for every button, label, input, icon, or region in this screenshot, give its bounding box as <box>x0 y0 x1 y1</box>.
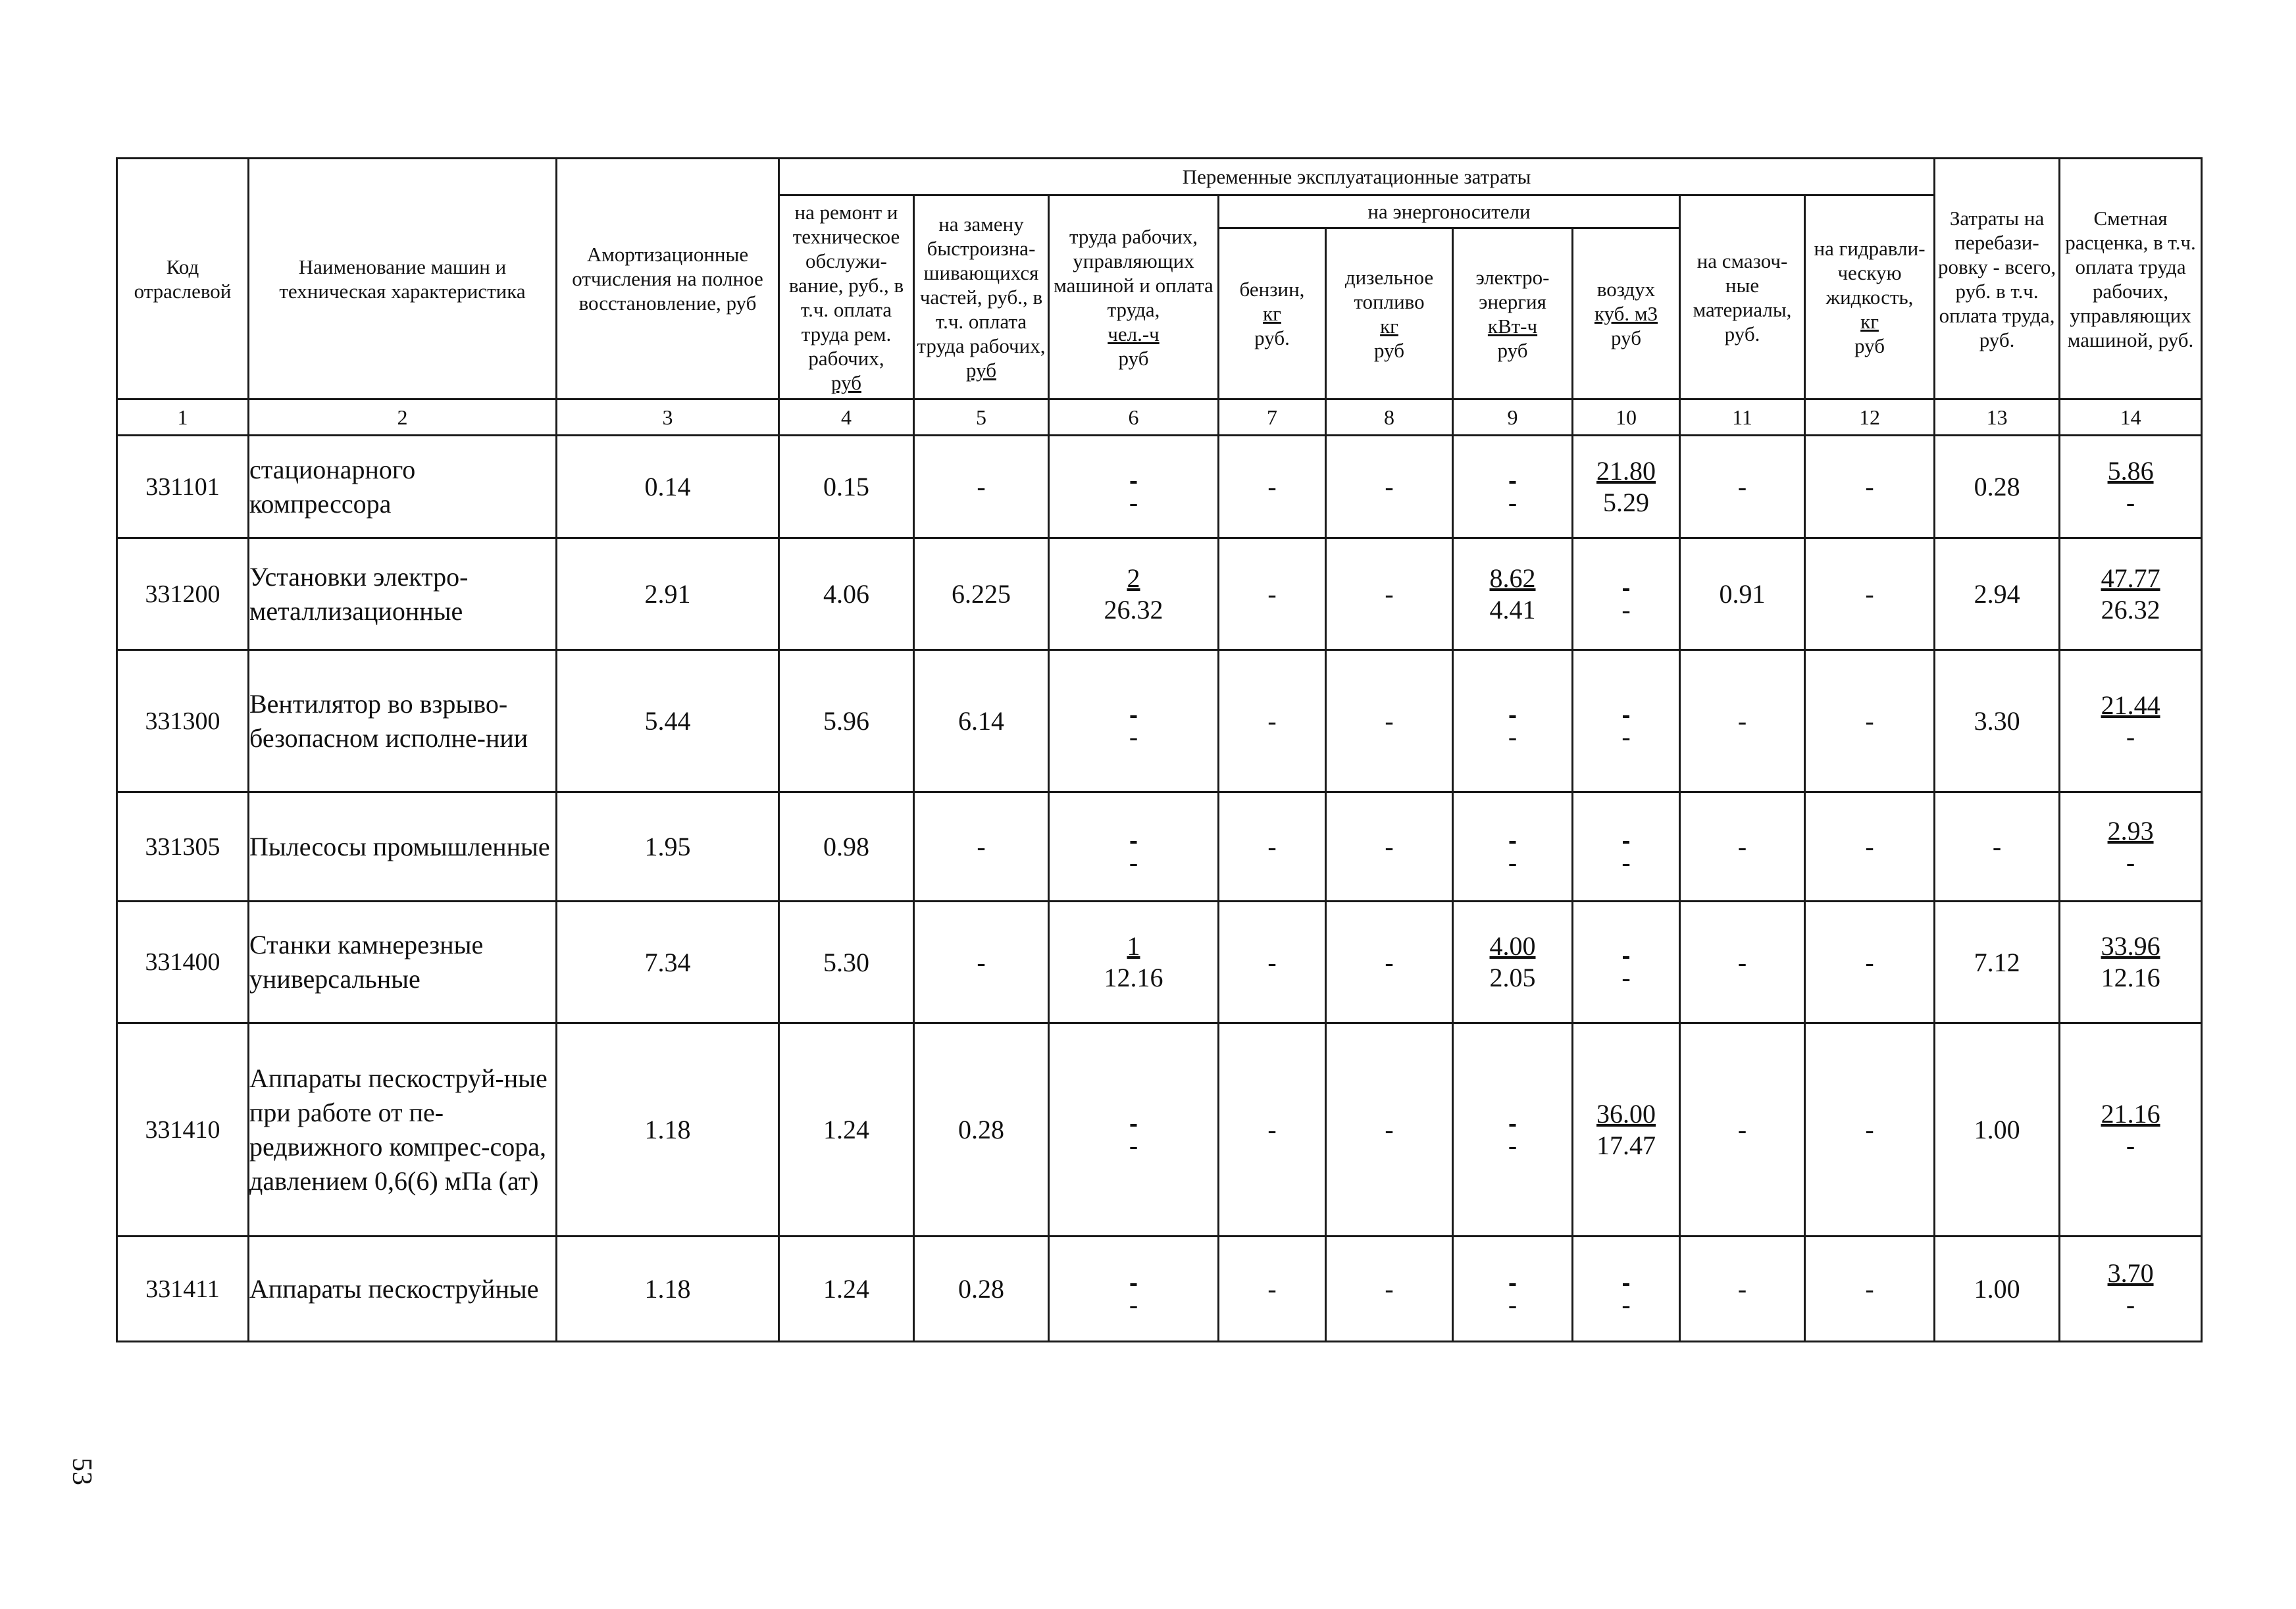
header-air-text: воздух <box>1596 278 1656 301</box>
cell-electric <box>1453 1237 1573 1342</box>
row-code: 331300 <box>117 650 249 792</box>
cell-air <box>1573 1023 1680 1237</box>
header-variable-costs: Переменные эксплуатационные затраты <box>779 159 1935 195</box>
row-name: Установки электро-металлизационные <box>249 538 557 650</box>
header-petrol-text: бензин, <box>1239 278 1305 301</box>
cell-lubricants: - <box>1680 650 1805 792</box>
cell-lubricants: - <box>1680 792 1805 902</box>
cell-amortization: 1.95 <box>557 792 779 902</box>
cell-electric-quantity: 8.62 <box>1489 563 1536 593</box>
cell-air-quantity <box>1623 563 1629 594</box>
row-code: 331101 <box>117 436 249 538</box>
cell-amortization: 7.34 <box>557 902 779 1023</box>
header-air-unit: руб <box>1611 326 1641 349</box>
cell-amortization: 1.18 <box>557 1237 779 1342</box>
cell-diesel: - <box>1326 650 1453 792</box>
cell-lubricants: 0.91 <box>1680 538 1805 650</box>
cell-labor-value: - <box>1129 847 1138 877</box>
cell-labor-quantity <box>1131 1258 1137 1289</box>
cell-air-value: 5.29 <box>1603 487 1649 517</box>
column-number: 14 <box>2060 399 2202 436</box>
cell-labor <box>1049 1237 1219 1342</box>
cell-repair: 0.15 <box>779 436 914 538</box>
cell-petrol: - <box>1219 538 1326 650</box>
cell-diesel: - <box>1326 436 1453 538</box>
cell-rate-quantity: 2.93 <box>2107 815 2154 846</box>
header-amortization: Амортизационные отчисления на полное восстановление, руб <box>557 159 779 399</box>
cell-rate-quantity: 47.77 <box>2101 563 2160 593</box>
header-rate: Сметная расценка, в т.ч. оплата труда рабочих, управляющих машиной, руб. <box>2060 159 2202 399</box>
cell-labor-value: 26.32 <box>1104 594 1163 625</box>
cell-rate-quantity: 3.70 <box>2107 1258 2154 1288</box>
header-hydraulic-text: на гидравли-ческую жидкость, <box>1814 237 1926 309</box>
header-name: Наименование машин и техническая характеристика <box>249 159 557 399</box>
column-number: 8 <box>1326 399 1453 436</box>
cell-air-quantity <box>1623 815 1629 847</box>
header-petrol-unit: руб. <box>1254 326 1290 349</box>
cell-repair: 0.98 <box>779 792 914 902</box>
cell-rate-quantity: 33.96 <box>2101 931 2160 961</box>
column-number: 1 <box>117 399 249 436</box>
cell-diesel: - <box>1326 538 1453 650</box>
row-code: 331410 <box>117 1023 249 1237</box>
cell-rate <box>2060 1237 2202 1342</box>
header-hydraulic-unit-top: кг <box>1860 310 1879 333</box>
header-parts <box>914 195 1049 399</box>
table-row <box>117 1237 2202 1342</box>
header-air <box>1573 228 1680 399</box>
cell-air-quantity <box>1623 690 1629 721</box>
column-number: 6 <box>1049 399 1219 436</box>
cell-electric-quantity <box>1510 690 1516 721</box>
cell-labor <box>1049 1023 1219 1237</box>
cell-electric <box>1453 650 1573 792</box>
cell-air-quantity: 36.00 <box>1596 1098 1656 1129</box>
column-number: 13 <box>1935 399 2060 436</box>
cell-lubricants: - <box>1680 1237 1805 1342</box>
cell-air <box>1573 902 1680 1023</box>
cell-air-value: - <box>1621 1289 1631 1319</box>
cell-relocation: 1.00 <box>1935 1237 2060 1342</box>
row-code: 331411 <box>117 1237 249 1342</box>
column-number: 12 <box>1805 399 1935 436</box>
header-petrol <box>1219 228 1326 399</box>
header-hydraulic-unit: руб <box>1854 334 1885 357</box>
cell-relocation: 2.94 <box>1935 538 2060 650</box>
cell-electric <box>1453 792 1573 902</box>
cell-labor-value: - <box>1129 487 1138 517</box>
table-row <box>117 792 2202 902</box>
cell-hydraulic: - <box>1805 650 1935 792</box>
cell-rate <box>2060 902 2202 1023</box>
cell-electric-quantity <box>1510 455 1516 487</box>
table-row <box>117 1023 2202 1237</box>
column-number: 2 <box>249 399 557 436</box>
cell-air <box>1573 650 1680 792</box>
column-number: 5 <box>914 399 1049 436</box>
header-electric-unit: руб <box>1497 338 1528 362</box>
cell-electric-quantity <box>1510 1258 1516 1289</box>
page-number: 53 <box>66 1458 97 1485</box>
cell-petrol: - <box>1219 1237 1326 1342</box>
cell-electric-value: - <box>1508 721 1518 752</box>
column-number-row <box>117 399 2202 436</box>
column-number: 4 <box>779 399 914 436</box>
header-diesel-unit: руб <box>1374 338 1404 362</box>
header-code: Код отраслевой <box>117 159 249 399</box>
cell-hydraulic: - <box>1805 902 1935 1023</box>
cell-amortization: 2.91 <box>557 538 779 650</box>
cell-air-value: - <box>1621 847 1631 877</box>
cell-diesel: - <box>1326 902 1453 1023</box>
cell-labor <box>1049 538 1219 650</box>
header-repair-text: на ремонт и техническое обслужи-вание, руб., в т.ч. оплата труда рем. рабочих, <box>788 200 904 370</box>
cell-petrol: - <box>1219 902 1326 1023</box>
table-row <box>117 650 2202 792</box>
cell-lubricants: - <box>1680 1023 1805 1237</box>
header-electric-unit-top: кВт-ч <box>1487 314 1538 338</box>
cell-hydraulic: - <box>1805 1237 1935 1342</box>
cell-air-value: - <box>1621 963 1631 992</box>
table-row <box>117 436 2202 538</box>
header-diesel <box>1326 228 1453 399</box>
cell-parts: 0.28 <box>914 1023 1049 1237</box>
cell-labor <box>1049 792 1219 902</box>
cell-repair: 5.30 <box>779 902 914 1023</box>
cell-parts: 6.14 <box>914 650 1049 792</box>
cell-parts: - <box>914 902 1049 1023</box>
cell-amortization: 1.18 <box>557 1023 779 1237</box>
cell-parts: - <box>914 792 1049 902</box>
cell-electric <box>1453 436 1573 538</box>
cell-labor-quantity <box>1131 690 1137 721</box>
row-name: Аппараты пескоструйные <box>249 1237 557 1342</box>
cell-electric-value: 4.41 <box>1489 594 1536 625</box>
cell-air <box>1573 792 1680 902</box>
cell-electric-value: - <box>1508 1130 1518 1160</box>
cell-labor <box>1049 902 1219 1023</box>
cell-electric-value: - <box>1508 847 1518 877</box>
cell-rate-value: 26.32 <box>2101 594 2160 625</box>
cell-amortization: 5.44 <box>557 650 779 792</box>
cell-petrol: - <box>1219 650 1326 792</box>
header-electric-text: электро-энергия <box>1475 265 1550 313</box>
cell-electric-quantity <box>1510 815 1516 847</box>
header-hydraulic <box>1805 195 1935 399</box>
cell-diesel: - <box>1326 1237 1453 1342</box>
cell-air-value: - <box>1621 721 1631 752</box>
column-number: 3 <box>557 399 779 436</box>
cell-rate <box>2060 538 2202 650</box>
cell-hydraulic: - <box>1805 436 1935 538</box>
cell-rate-value: - <box>2126 487 2135 517</box>
cell-rate <box>2060 436 2202 538</box>
row-name: Станки камнерезные универсальные <box>249 902 557 1023</box>
cell-parts: 0.28 <box>914 1237 1049 1342</box>
cell-rate-value: - <box>2126 1130 2135 1160</box>
cell-labor-quantity <box>1131 455 1137 487</box>
cell-lubricants: - <box>1680 436 1805 538</box>
cell-air <box>1573 538 1680 650</box>
cell-air-quantity: 21.80 <box>1596 455 1656 486</box>
cell-diesel: - <box>1326 792 1453 902</box>
cell-electric-quantity <box>1510 1098 1516 1130</box>
cell-rate-value: - <box>2126 847 2135 877</box>
cell-relocation: 3.30 <box>1935 650 2060 792</box>
cell-electric-quantity: 4.00 <box>1489 931 1536 961</box>
header-energy: на энергоносители <box>1219 195 1680 228</box>
row-code: 331200 <box>117 538 249 650</box>
header-electric <box>1453 228 1573 399</box>
row-name: Пылесосы промышленные <box>249 792 557 902</box>
table-row <box>117 538 2202 650</box>
cell-air-quantity <box>1623 1258 1629 1289</box>
header-labor-text: труда рабочих, управляющих машиной и оплата труда, <box>1054 224 1213 321</box>
cell-rate-quantity: 21.44 <box>2101 690 2160 720</box>
header-parts-text: на замену быстроизна-шивающихся частей, руб., в т.ч. оплата труда рабочих, <box>917 213 1046 357</box>
header-diesel-text: дизельное топливо <box>1344 265 1434 313</box>
row-code: 331400 <box>117 902 249 1023</box>
cell-labor <box>1049 650 1219 792</box>
cell-air-value: 17.47 <box>1596 1130 1656 1160</box>
column-number: 7 <box>1219 399 1326 436</box>
machine-costs-table <box>116 157 2203 1342</box>
cell-labor-value: 12.16 <box>1104 963 1163 992</box>
cell-labor-value: - <box>1129 721 1138 752</box>
cell-air-value: - <box>1621 594 1631 625</box>
cell-rate-value: - <box>2126 1289 2135 1319</box>
cell-amortization: 0.14 <box>557 436 779 538</box>
cell-labor-quantity <box>1131 1098 1137 1130</box>
cell-rate-value: - <box>2126 721 2135 752</box>
column-number: 10 <box>1573 399 1680 436</box>
cell-repair: 5.96 <box>779 650 914 792</box>
header-labor <box>1049 195 1219 399</box>
cell-electric <box>1453 1023 1573 1237</box>
header-repair-unit: руб <box>831 370 861 394</box>
header-air-unit-top: куб. м3 <box>1594 302 1658 325</box>
cell-repair: 1.24 <box>779 1023 914 1237</box>
header-parts-unit: руб <box>966 359 996 382</box>
cell-rate <box>2060 1023 2202 1237</box>
cell-relocation: 7.12 <box>1935 902 2060 1023</box>
cell-lubricants: - <box>1680 902 1805 1023</box>
header-diesel-unit-top: кг <box>1380 314 1398 338</box>
cell-labor-quantity: 1 <box>1127 931 1140 961</box>
row-name: Вентилятор во взрыво-безопасном исполне-нии <box>249 650 557 792</box>
header-labor-unit-top: чел.-ч <box>1108 322 1160 345</box>
cell-labor-quantity <box>1131 815 1137 847</box>
header-petrol-unit-top: кг <box>1263 302 1281 325</box>
column-number: 9 <box>1453 399 1573 436</box>
cell-electric <box>1453 538 1573 650</box>
cell-petrol: - <box>1219 436 1326 538</box>
cell-parts: 6.225 <box>914 538 1049 650</box>
cell-electric-value: - <box>1508 1289 1518 1319</box>
column-number: 11 <box>1680 399 1805 436</box>
cell-labor-value: - <box>1129 1289 1138 1319</box>
header-relocation: Затраты на перебази-ровку - всего, руб. в т.ч. оплата труда, руб. <box>1935 159 2060 399</box>
cell-hydraulic: - <box>1805 1023 1935 1237</box>
cell-rate-quantity: 5.86 <box>2107 455 2154 486</box>
cell-hydraulic: - <box>1805 792 1935 902</box>
cell-relocation: 0.28 <box>1935 436 2060 538</box>
header-labor-unit: руб <box>1118 346 1149 370</box>
cell-relocation: - <box>1935 792 2060 902</box>
cell-electric-value: 2.05 <box>1489 963 1536 992</box>
cell-labor-value: - <box>1129 1130 1138 1160</box>
table-row <box>117 902 2202 1023</box>
cell-labor <box>1049 436 1219 538</box>
cell-rate <box>2060 792 2202 902</box>
cell-electric-value: - <box>1508 487 1518 517</box>
row-name: Аппараты пескоструй-ные при работе от пе-редвижного компрес-сора, давлением 0,6(6) мПа (ат) <box>249 1023 557 1237</box>
cell-electric <box>1453 902 1573 1023</box>
header-repair <box>779 195 914 399</box>
cell-hydraulic: - <box>1805 538 1935 650</box>
cell-repair: 4.06 <box>779 538 914 650</box>
cell-air <box>1573 436 1680 538</box>
row-name: стационарного компрессора <box>249 436 557 538</box>
cell-rate-quantity: 21.16 <box>2101 1098 2160 1129</box>
cell-rate <box>2060 650 2202 792</box>
cell-parts: - <box>914 436 1049 538</box>
header-lubricants: на смазоч-ные материалы, руб. <box>1680 195 1805 399</box>
cell-petrol: - <box>1219 1023 1326 1237</box>
row-code: 331305 <box>117 792 249 902</box>
cell-labor-quantity: 2 <box>1127 563 1140 593</box>
cell-rate-value: 12.16 <box>2101 963 2160 992</box>
cell-petrol: - <box>1219 792 1326 902</box>
cell-air-quantity <box>1623 931 1629 962</box>
cell-repair: 1.24 <box>779 1237 914 1342</box>
cell-diesel: - <box>1326 1023 1453 1237</box>
cell-relocation: 1.00 <box>1935 1023 2060 1237</box>
cell-air <box>1573 1237 1680 1342</box>
